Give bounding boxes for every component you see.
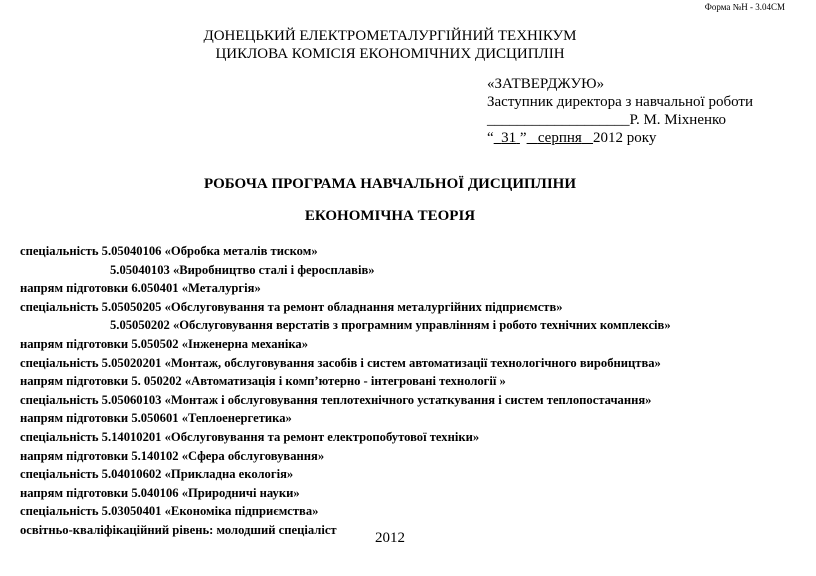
specialty-line: 5.05050202 «Обслуговування верстатів з програмним управлінням і робото технічних комплексів» xyxy=(110,318,671,333)
approver-name: Р. М. Міхненко xyxy=(629,112,727,128)
subject-title: ЕКОНОМІЧНА ТЕОРІЯ xyxy=(304,208,476,224)
specialty-line: напрям підготовки 5. 050202 «Автоматизація і комп’ютерно - інтегровані технології » xyxy=(20,374,506,389)
approval-position: Заступник директора з навчальної роботи xyxy=(487,94,753,110)
specialty-line: спеціальність 5.05020201 «Монтаж, обслуговування засобів і систем автоматизації технологічного виробництва» xyxy=(20,355,661,370)
specialty-line: спеціальність 5.14010201 «Обслуговування та ремонт електропобутової техніки» xyxy=(20,429,480,444)
specialties-list xyxy=(20,242,671,540)
approval-year: 2012 року xyxy=(593,130,657,146)
specialty-line: спеціальність 5.05050205 «Обслуговування та ремонт обладнання металургійних підприємств» xyxy=(20,299,563,314)
specialty-line: напрям підготовки 6.050401 «Металургія» xyxy=(20,281,261,296)
document-title: РОБОЧА ПРОГРАМА НАВЧАЛЬНОЇ ДИСЦИПЛІНИ xyxy=(204,176,576,192)
approval-stamp: «ЗАТВЕРДЖУЮ» xyxy=(487,76,605,92)
footer-year: 2012 xyxy=(375,530,405,546)
specialty-line: напрям підготовки 5.050502 «Інженерна механіка» xyxy=(20,336,309,351)
approval-month: серпня xyxy=(537,130,582,146)
specialty-line: напрям підготовки 5.140102 «Сфера обслуговування» xyxy=(20,448,325,463)
specialty-line: освітньо-кваліфікаційний рівень: молодший спеціаліст xyxy=(20,522,337,537)
specialty-line: спеціальність 5.05060103 «Монтаж і обслуговування теплотехнічного устаткування і систем теплопостачання» xyxy=(20,392,652,407)
org-name: ДОНЕЦЬКИЙ ЕЛЕКТРОМЕТАЛУРГІЙНИЙ ТЕХНІКУМ xyxy=(203,28,577,44)
specialty-line: спеціальність 5.04010602 «Прикладна екологія» xyxy=(20,467,294,482)
specialty-line: напрям підготовки 5.050601 «Теплоенергетика» xyxy=(20,411,292,426)
approval-day: 31 xyxy=(501,130,517,146)
approval-signature-line xyxy=(487,111,726,129)
specialty-line: 5.05040103 «Виробництво сталі і феросплавів» xyxy=(110,262,375,277)
approval-date: “ 31 ” серпня 2012 року xyxy=(487,130,657,146)
specialty-line: напрям підготовки 5.040106 «Природничі науки» xyxy=(20,485,300,500)
signature-blank: ___________________ xyxy=(487,112,630,128)
commission-name: ЦИКЛОВА КОМІСІЯ ЕКОНОМІЧНИХ ДИСЦИПЛІН xyxy=(215,46,565,62)
specialty-line: спеціальність 5.05040106 «Обробка металів тиском» xyxy=(20,244,318,258)
specialty-line: спеціальність 5.03050401 «Економіка підприємства» xyxy=(20,504,319,519)
form-code: Форма №Н - 3.04СМ xyxy=(704,2,785,12)
